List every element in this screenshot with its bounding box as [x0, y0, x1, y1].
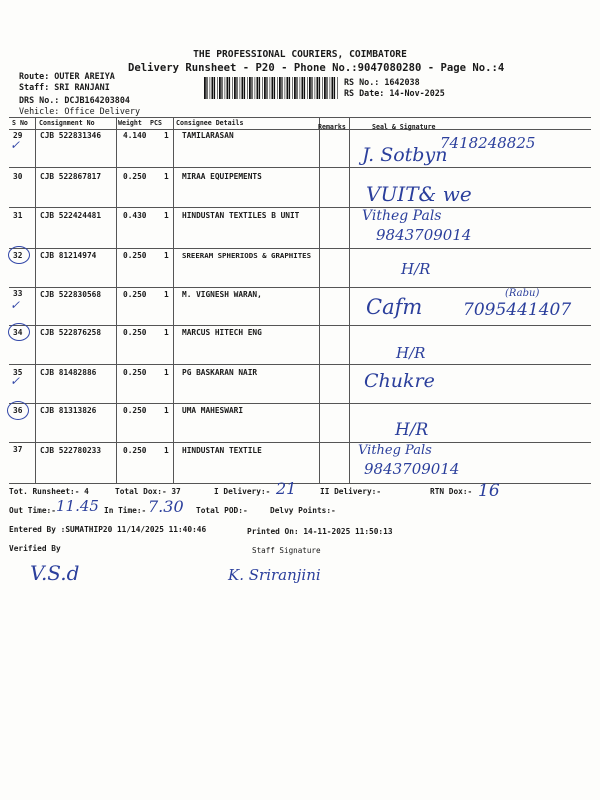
row-signature: Vitheg Pals: [358, 443, 432, 458]
row-pcs: 1: [164, 406, 169, 415]
row-weight: 0.250: [123, 251, 147, 260]
row-pcs: 1: [164, 368, 169, 377]
barcode-image: [204, 77, 339, 99]
runsheet-subtitle: Delivery Runsheet - P20 - Phone No.:9047080280 - Page No.:4: [128, 62, 505, 74]
row-weight: 0.250: [123, 446, 147, 455]
row-weight: 0.250: [123, 290, 147, 299]
row-phone-note: 9843709014: [364, 460, 460, 478]
row-phone-note: 7095441407: [463, 300, 572, 320]
i-delivery-label: I Delivery:-: [214, 487, 271, 496]
row-pcs: 1: [164, 251, 169, 260]
tot-runsheet: Tot. Runsheet:- 4: [9, 487, 89, 496]
circle-mark-icon: [7, 401, 29, 420]
row-signature: H/R: [396, 344, 426, 362]
row-phone-note: 7418248825: [440, 134, 536, 152]
row-extra-note: (Rabu): [505, 288, 540, 299]
row-consignment: CJB 522780233: [40, 446, 102, 455]
row-weight: 4.140: [123, 131, 147, 140]
verified-by-label: Verified By: [9, 544, 61, 553]
drs-no-label: DRS No.: DCJB164203804: [19, 95, 130, 105]
rs-no-label: RS No.: 1642038: [344, 77, 420, 87]
verified-signature: V.S.d: [30, 561, 80, 585]
row-pcs: 1: [164, 211, 169, 220]
row-weight: 0.250: [123, 368, 147, 377]
row-sno: 37: [13, 445, 23, 454]
check-mark-icon: ✓: [10, 138, 21, 152]
row-phone-note: 9843709014: [376, 226, 472, 244]
col-sno: S No: [12, 119, 28, 127]
row-consignee: PG BASKARAN NAIR: [182, 368, 258, 377]
row-sno: 36: [13, 406, 23, 415]
ii-delivery-label: II Delivery:-: [320, 487, 382, 496]
row-consignment: CJB 81214974: [40, 251, 97, 260]
check-mark-icon: ✓: [10, 298, 21, 312]
row-consignee: SREERAM SPHERIODS & GRAPHITES: [182, 251, 312, 260]
row-sno: 30: [13, 172, 23, 181]
circle-mark-icon: [8, 246, 30, 264]
row-signature: H/R: [395, 420, 429, 440]
i-delivery-value: 21: [276, 479, 297, 498]
row-consignment: CJB 522876258: [40, 328, 102, 337]
row-sno: 32: [13, 251, 23, 260]
staff-signature-label: Staff Signature: [252, 546, 321, 555]
row-consignee: TAMILARASAN: [182, 131, 234, 140]
out-time-value: 11.45: [56, 497, 99, 515]
row-consignment: CJB 81313826: [40, 406, 97, 415]
row-weight: 0.430: [123, 211, 147, 220]
row-signature: Chukre: [364, 370, 435, 392]
route-label: Route: OUTER AREIYA: [19, 71, 115, 81]
col-consignee: Consignee Details: [176, 119, 244, 127]
row-consignee: UMA MAHESWARI: [182, 406, 244, 415]
row-consignment: CJB 522424481: [40, 211, 102, 220]
staff-signature: K. Sriranjini: [228, 566, 321, 584]
vehicle-label: Vehicle: Office Delivery: [19, 106, 141, 116]
col-remarks: Remarks: [318, 123, 346, 131]
rtn-dox-label: RTN Dox:-: [430, 487, 473, 496]
staff-label: Staff: SRI RANJANI: [19, 82, 110, 92]
rs-date-label: RS Date: 14-Nov-2025: [344, 88, 445, 98]
delvy-points-label: Delvy Points:-: [270, 506, 336, 515]
col-consignment: Consignment No: [39, 119, 95, 127]
row-consignment: CJB 522867817: [40, 172, 102, 181]
row-pcs: 1: [164, 172, 169, 181]
row-signature: J. Sotbyn: [362, 144, 448, 166]
rtn-dox-value: 16: [478, 481, 500, 501]
row-signature: VUIT& we: [366, 182, 472, 206]
row-consignment: CJB 81482886: [40, 368, 97, 377]
row-weight: 0.250: [123, 406, 147, 415]
circle-mark-icon: [8, 323, 30, 341]
row-consignee: HINDUSTAN TEXTILE: [182, 446, 262, 455]
row-pcs: 1: [164, 446, 169, 455]
row-sno: 34: [13, 328, 23, 337]
out-time-label: Out Time:-: [9, 506, 56, 515]
runsheet-company-title: THE PROFESSIONAL COURIERS, COIMBATORE: [193, 49, 407, 60]
check-mark-icon: ✓: [10, 374, 21, 388]
row-consignee: MIRAA EQUIPEMENTS: [182, 172, 262, 181]
row-consignee: HINDUSTAN TEXTILES B UNIT: [182, 211, 300, 220]
row-signature: Vitheg Pals: [362, 208, 442, 224]
row-weight: 0.250: [123, 328, 147, 337]
row-pcs: 1: [164, 131, 169, 140]
row-sno: 33: [13, 289, 23, 298]
total-dox: Total Dox:- 37: [115, 487, 181, 496]
row-sno: 35: [13, 368, 23, 377]
row-signature: Cafm: [366, 295, 423, 319]
row-pcs: 1: [164, 328, 169, 337]
row-consignment: CJB 522830568: [40, 290, 102, 299]
row-pcs: 1: [164, 290, 169, 299]
col-signature: Seal & Signature: [372, 123, 436, 131]
in-time-value: 7.30: [148, 497, 184, 516]
in-time-label: In Time:-: [104, 506, 147, 515]
col-pcs: PCS: [150, 119, 162, 127]
row-consignee: M. VIGNESH WARAN,: [182, 290, 262, 299]
row-sno: 31: [13, 211, 23, 220]
total-pod-label: Total POD:-: [196, 506, 248, 515]
printed-on: Printed On: 14-11-2025 11:50:13: [247, 527, 393, 536]
row-consignee: MARCUS HITECH ENG: [182, 328, 262, 337]
row-weight: 0.250: [123, 172, 147, 181]
row-sno: 29: [13, 131, 23, 140]
row-signature: H/R: [401, 260, 431, 278]
row-consignment: CJB 522831346: [40, 131, 102, 140]
col-weight: Weight: [118, 119, 142, 127]
entered-by: Entered By :SUMATHIP20 11/14/2025 11:40:46: [9, 525, 207, 534]
